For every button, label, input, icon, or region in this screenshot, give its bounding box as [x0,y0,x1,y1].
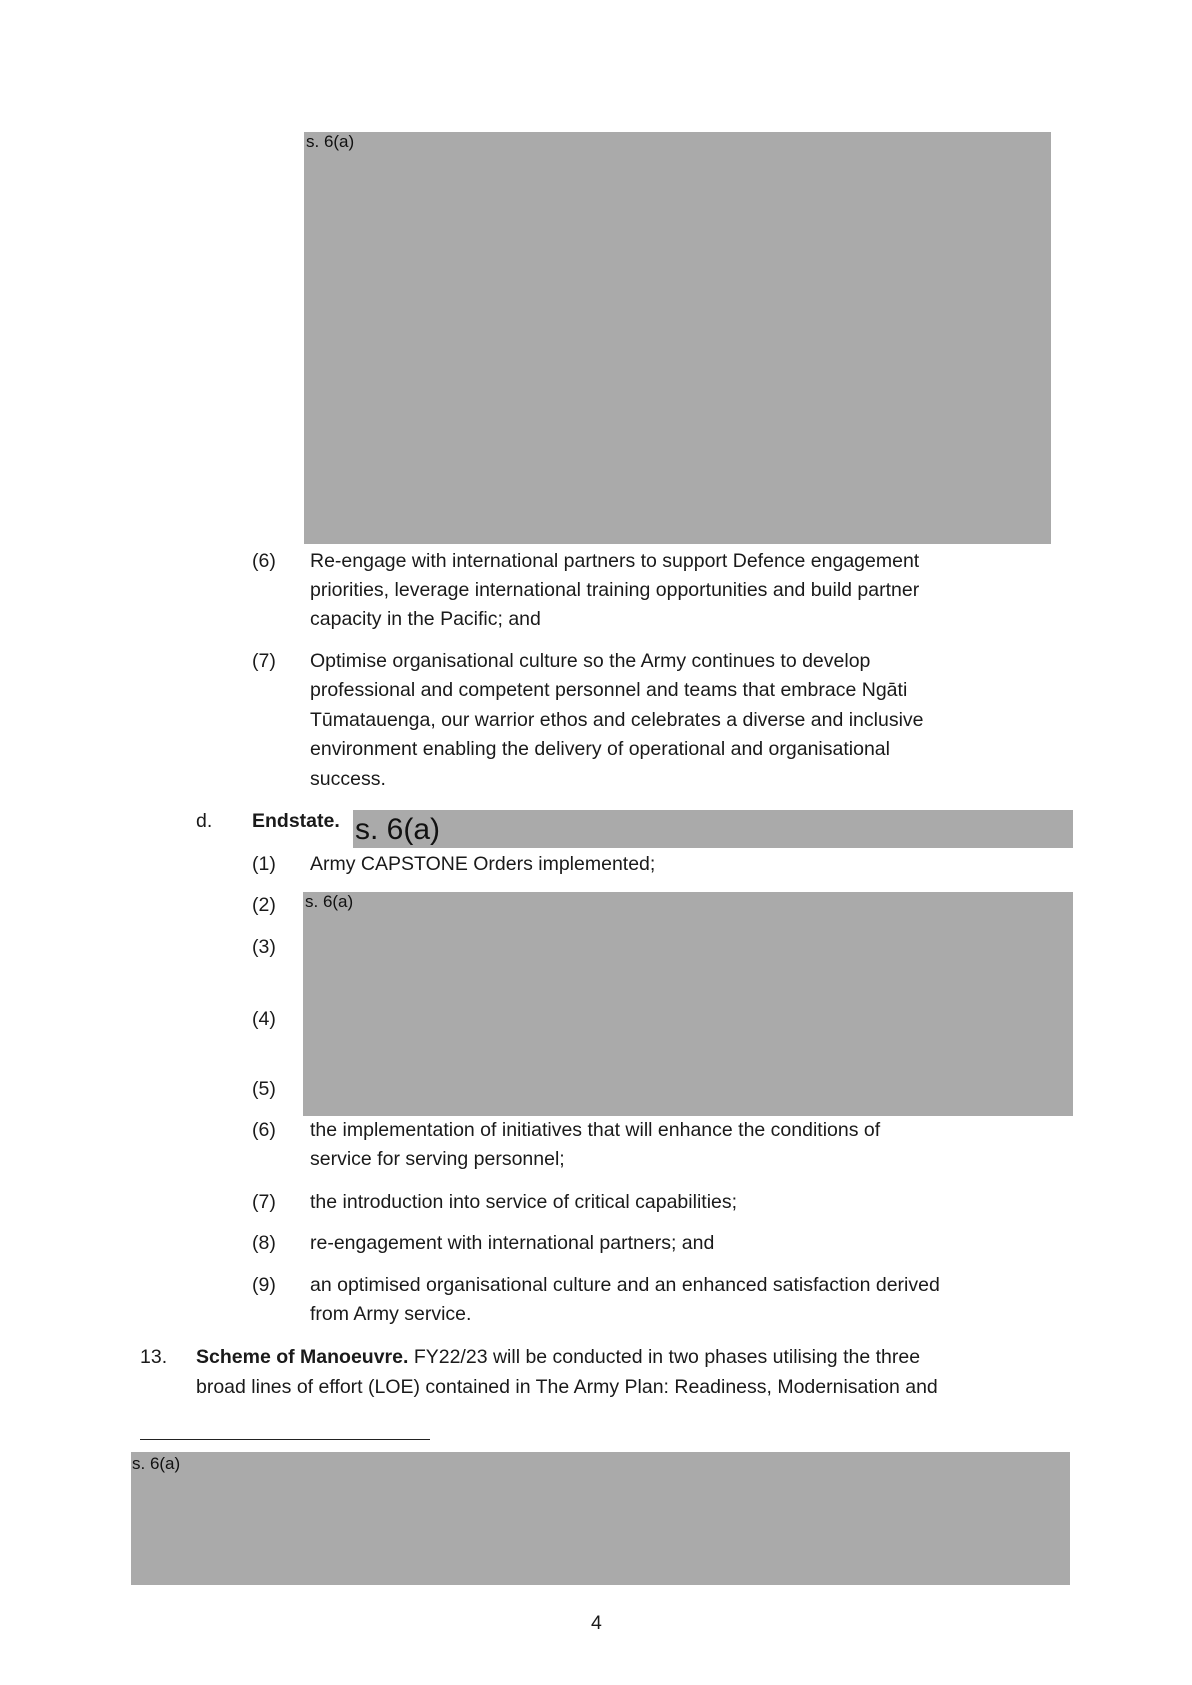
redaction-label: s. 6(a) [355,813,441,846]
item-text-line: Tūmatauenga, our warrior ethos and celebrates a diverse and inclusive [310,709,924,731]
item-text-line: Optimise organisational culture so the Army continues to develop [310,650,871,672]
item-text-line: an optimised organisational culture and an enhanced satisfaction derived [310,1274,940,1296]
item-text-line: professional and competent personnel and teams that embrace Ngāti [310,679,908,701]
item-text-line: Army CAPSTONE Orders implemented; [310,853,656,875]
item-number: (6) [252,1119,276,1141]
redaction-label: s. 6(a) [305,892,354,911]
item-text-line: capacity in the Pacific; and [310,608,541,630]
item-text-line: from Army service. [310,1303,472,1325]
item-number: (2) [252,894,276,916]
item-text-line: environment enabling the delivery of operational and organisational [310,738,890,760]
footnote-separator [140,1439,430,1440]
item-number: (5) [252,1078,276,1100]
redaction-block-top [304,132,1051,544]
item-text-line: the implementation of initiatives that will enhance the conditions of [310,1119,881,1141]
paragraph-text: FY22/23 will be conducted in two phases utilising the three [408,1346,921,1368]
item-number: (3) [252,936,276,958]
redaction-block-endstate [353,810,1073,848]
item-number: (8) [252,1232,276,1254]
redaction-label: s. 6(a) [132,1454,181,1473]
paragraph-line [196,1345,920,1369]
item-text-line: the introduction into service of critical capabilities; [310,1191,738,1213]
redaction-label: s. 6(a) [306,132,355,151]
item-number: (4) [252,1008,276,1030]
redaction-block-footnote [131,1452,1070,1585]
endstate-heading: Endstate. [252,810,340,832]
item-number: (7) [252,650,276,672]
item-text-line: re-engagement with international partners; and [310,1232,715,1254]
item-text-line: Re-engage with international partners to support Defence engagement [310,550,920,572]
item-text-line: service for serving personnel; [310,1148,565,1170]
redaction-block-endstate-items [303,892,1073,1116]
item-number: (1) [252,853,276,875]
paragraph-number: 13. [140,1346,168,1368]
subpara-letter: d. [196,810,213,832]
page-number: 4 [591,1612,602,1634]
item-text-line: priorities, leverage international training opportunities and build partner [310,579,920,601]
item-number: (7) [252,1191,276,1213]
item-number: (6) [252,550,276,572]
item-text-line: success. [310,768,386,790]
item-number: (9) [252,1274,276,1296]
paragraph-heading: Scheme of Manoeuvre. [196,1346,409,1368]
paragraph-line: broad lines of effort (LOE) contained in The Army Plan: Readiness, Modernisation and [196,1376,938,1398]
